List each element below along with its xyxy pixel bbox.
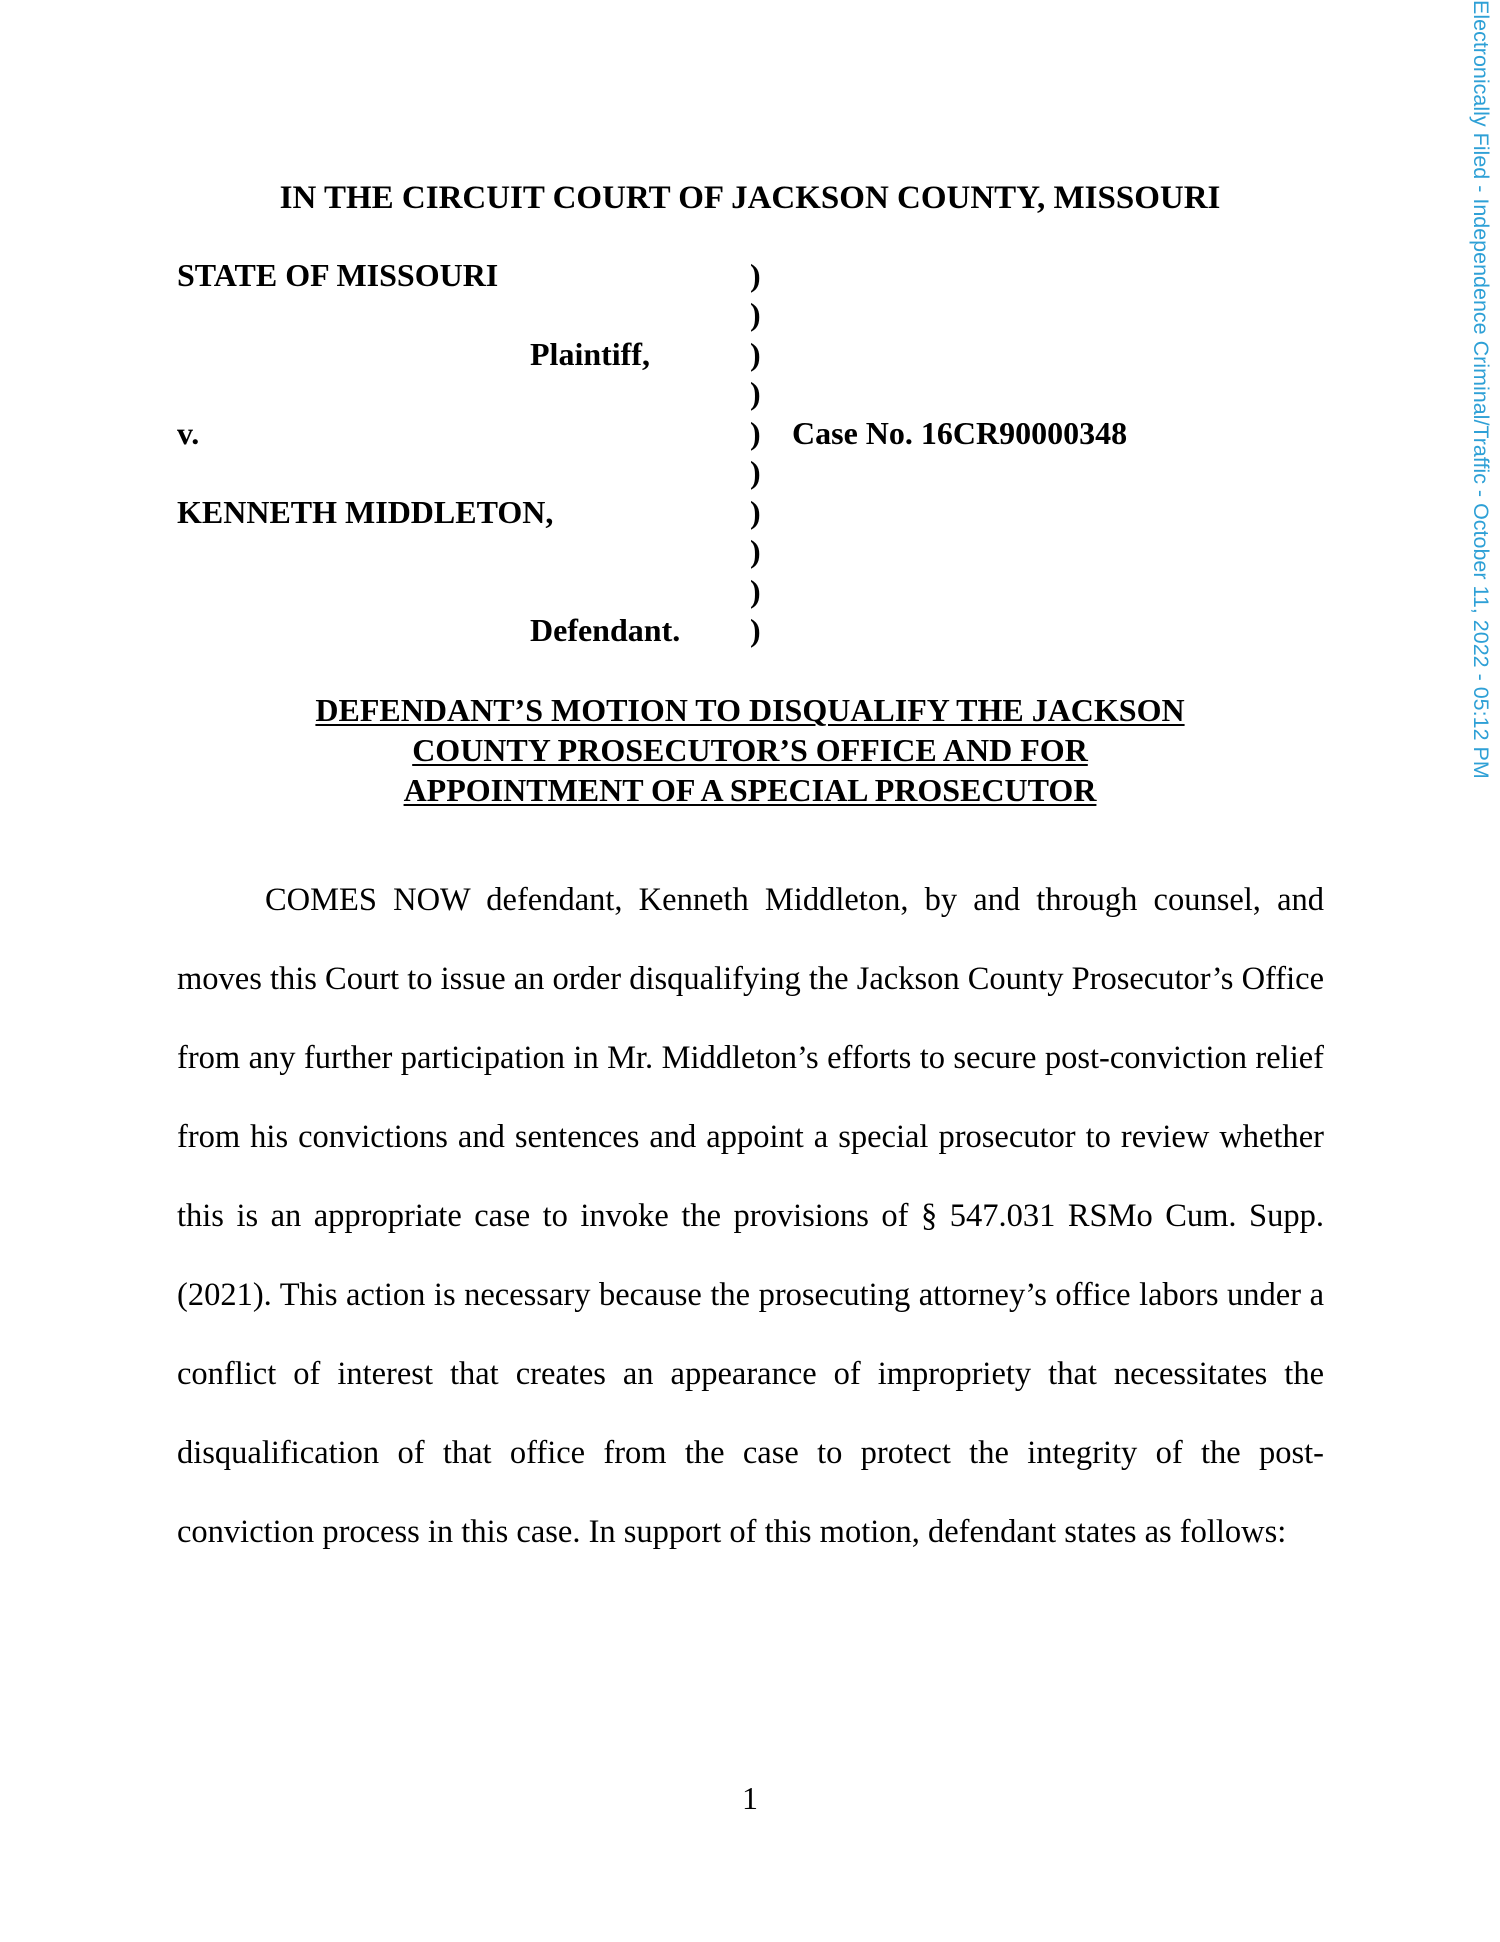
defendant-role: Defendant. (530, 612, 681, 648)
caption-paren: ) (750, 612, 761, 648)
caption-paren: ) (750, 375, 761, 411)
caption-paren: ) (750, 296, 761, 332)
motion-title-line: APPOINTMENT OF A SPECIAL PROSECUTOR (403, 772, 1097, 808)
motion-title (0, 690, 1500, 810)
motion-title-line: DEFENDANT’S MOTION TO DISQUALIFY THE JACKSON (315, 692, 1185, 728)
case-caption (177, 255, 1377, 655)
case-number: Case No. 16CR90000348 (792, 415, 1128, 451)
caption-paren: ) (750, 415, 761, 451)
filing-stamp: Electronically Filed - Independence Criminal/Traffic - October 11, 2022 - 05:12 PM (1469, 0, 1493, 779)
court-header: IN THE CIRCUIT COURT OF JACKSON COUNTY, MISSOURI (279, 180, 1221, 216)
body-paragraph: COMES NOW defendant, Kenneth Middleton, by and through counsel, and moves this Court to issue an order disqualifying the Jackson County Prosecutor’s Office from any further participation in Mr. Middleton’s efforts to secure post-conviction relief from his convictions and sentences and appoint a special prosecutor to review whether this is an appropriate case to invoke the provisions of § 547.031 RSMo Cum. Supp. (2021). This action is necessary because the prosecuting attorney’s office labors under a conflict of interest that creates an appearance of impropriety that necessitates the disqualification of that office from the case to protect the integrity of the post-conviction process in this case. In support of this motion, defendant states as follows: (177, 882, 1324, 1550)
caption-paren: ) (750, 533, 761, 569)
caption-paren: ) (750, 494, 761, 530)
defendant-name: KENNETH MIDDLETON, (177, 494, 554, 530)
motion-title-line: COUNTY PROSECUTOR’S OFFICE AND FOR (412, 732, 1088, 768)
caption-paren: ) (750, 573, 761, 609)
caption-paren: ) (750, 336, 761, 372)
page-number: 1 (742, 1780, 758, 1816)
versus-label: v. (177, 415, 200, 451)
caption-paren: ) (750, 257, 761, 293)
caption-paren: ) (750, 454, 761, 490)
plaintiff-name: STATE OF MISSOURI (177, 257, 499, 293)
plaintiff-role: Plaintiff, (530, 336, 650, 372)
